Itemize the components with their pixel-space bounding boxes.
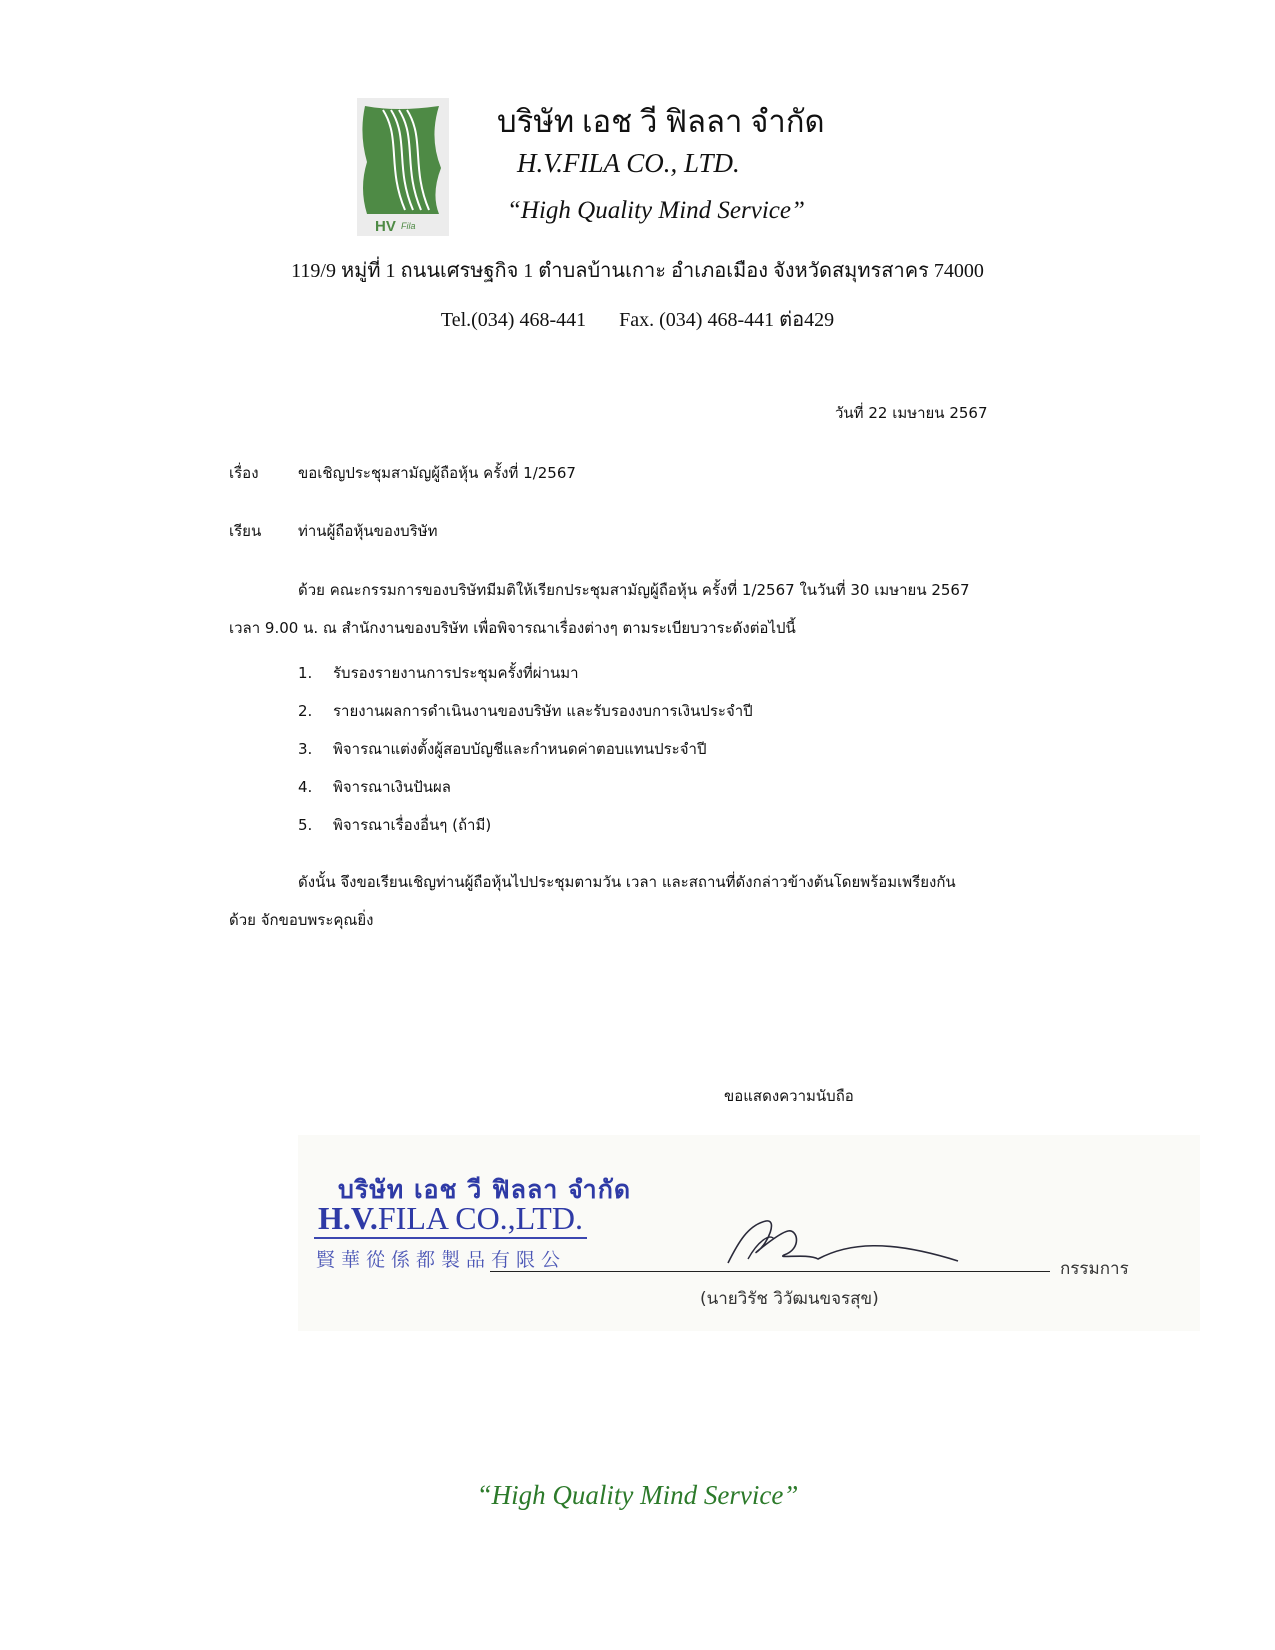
company-slogan: “High Quality Mind Service” (507, 197, 805, 224)
telephone: Tel.(034) 468-441 (440, 309, 587, 331)
logo-subtext: Fila (401, 221, 416, 231)
agenda-text: รับรองรายงานการประชุมครั้งที่ผ่านมา (333, 664, 579, 682)
agenda-number: 5. (298, 816, 313, 834)
company-address: 119/9 หมู่ที่ 1 ถนนเศรษฐกิจ 1 ตำบลบ้านเกาะ อำเภอเมือง จังหวัดสมุทรสาคร 74000 (291, 260, 984, 282)
agenda-number: 1. (298, 664, 313, 682)
company-stamp-english (314, 1200, 587, 1239)
agenda-number: 4. (298, 778, 313, 796)
agenda-text: พิจารณาเงินปันผล (333, 778, 451, 796)
signature-block (298, 1135, 1200, 1331)
company-logo (357, 98, 449, 236)
agenda-number: 2. (298, 702, 313, 720)
company-stamp-thai: บริษัท เอช วี ฟิลลา จำกัด (338, 1175, 632, 1204)
stamp-hv: H.V. (318, 1200, 378, 1236)
recipient-text: ท่านผู้ถือหุ้นของบริษัท (298, 522, 438, 540)
stamp-name: FILA CO.,LTD. (377, 1200, 583, 1236)
body-paragraph-line-1: ด้วย คณะกรรมการของบริษัทมีมติให้เรียกประชุมสามัญผู้ถือหุ้น ครั้งที่ 1/2567 ในวันที่ 30 เมษายน 2567 (298, 581, 970, 599)
agenda-text: รายงานผลการดำเนินงานของบริษัท และรับรองงบการเงินประจำปี (333, 702, 753, 720)
logo-text: HV (375, 218, 396, 235)
company-contact (0, 303, 1275, 335)
body-paragraph-line-2: เวลา 9.00 น. ณ สำนักงานของบริษัท เพื่อพิจารณาเรื่องต่างๆ ตามระเบียบวาระดังต่อไปนี้ (229, 619, 796, 637)
recipient-label: เรียน (229, 522, 262, 540)
letter-date: วันที่ 22 เมษายน 2567 (835, 404, 988, 422)
handwritten-signature (718, 1213, 978, 1273)
signer-name: (นายวิรัช วิวัฒนขจรสุข) (700, 1289, 879, 1309)
subject-text: ขอเชิญประชุมสามัญผู้ถือหุ้น ครั้งที่ 1/2567 (298, 464, 576, 482)
company-name-thai: บริษัท เอช วี ฟิลลา จำกัด (497, 104, 825, 139)
agenda-item (298, 663, 579, 683)
closing-line-2: ด้วย จักขอบพระคุณยิ่ง (229, 911, 374, 929)
agenda-item (298, 739, 706, 759)
company-stamp-chinese: 賢華從係都製品有限公 (316, 1249, 567, 1271)
footer-slogan: “High Quality Mind Service” (476, 1480, 799, 1510)
closing-line-1: ดังนั้น จึงขอเรียนเชิญท่านผู้ถือหุ้นไปประชุมตามวัน เวลา และสถานที่ดังกล่าวข้างต้นโดยพร้อมเพรียงกัน (298, 873, 956, 891)
subject-label: เรื่อง (229, 464, 259, 482)
signer-role: กรรมการ (1060, 1259, 1129, 1279)
agenda-item (298, 701, 753, 721)
hv-fila-logo-graphic (357, 98, 449, 236)
agenda-text: พิจารณาเรื่องอื่นๆ (ถ้ามี) (333, 816, 492, 834)
agenda-number: 3. (298, 740, 313, 758)
agenda-text: พิจารณาแต่งตั้งผู้สอบบัญชีและกำหนดค่าตอบแทนประจำปี (333, 740, 707, 758)
agenda-item (298, 777, 451, 797)
company-name-english: H.V.FILA CO., LTD. (517, 148, 740, 178)
fax: Fax. (034) 468-441 ต่อ429 (619, 309, 835, 331)
agenda-item (298, 815, 491, 835)
regards-text: ขอแสดงความนับถือ (724, 1087, 854, 1105)
